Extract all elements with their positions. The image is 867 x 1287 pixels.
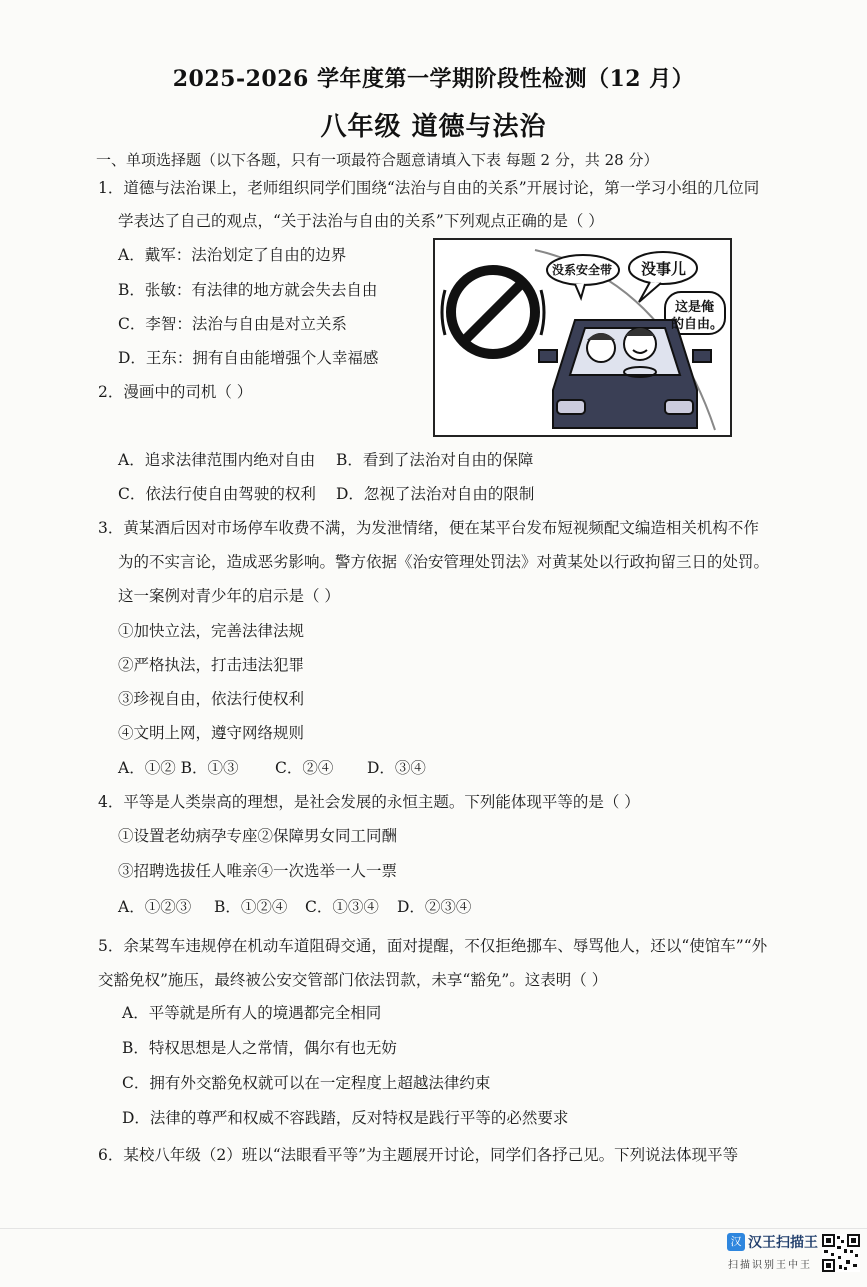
q5-option-b: B．特权思想是人之常情，偶尔有也无妨 bbox=[122, 1039, 397, 1057]
q5-stem-line2: 交豁免权”施压，最终被公安交管部门依法罚款，未享“豁免”。这表明（ ） bbox=[98, 971, 608, 989]
exam-subtitle: 八年级 道德与法治 bbox=[320, 112, 547, 142]
bubble-left-text: 没系安全带 bbox=[552, 263, 613, 277]
q4-option-d: D．②③④ bbox=[397, 898, 472, 916]
q2-stem: 2．漫画中的司机（ ） bbox=[98, 383, 253, 401]
q5-option-c: C．拥有外交豁免权就可以在一定程度上超越法律约束 bbox=[122, 1074, 491, 1092]
exam-title: 2025-2026 学年度第一学期阶段性检测（12 月） bbox=[172, 66, 695, 92]
q3-stem-line2: 为的不实言论，造成恶劣影响。警方依据《治安管理处罚法》对黄某处以行政拘留三日的处罚。 bbox=[118, 553, 770, 571]
q6-stem-line1: 6．某校八年级（2）班以“法眼看平等”为主题展开讨论，同学们各抒己见。下列说法体现平等 bbox=[98, 1146, 739, 1164]
q4-stem: 4．平等是人类崇高的理想，是社会发展的永恒主题。下列能体现平等的是（ ） bbox=[98, 793, 640, 811]
q2-option-c: C．依法行使自由驾驶的权利 bbox=[118, 485, 316, 503]
q2-option-a: A．追求法律范围内绝对自由 bbox=[118, 451, 316, 469]
footer-divider bbox=[0, 1228, 867, 1229]
q5-option-a: A．平等就是所有人的境遇都完全相同 bbox=[122, 1004, 382, 1022]
bubble-right2-line2: 的自由。 bbox=[671, 317, 724, 332]
q4-items-line2: ③招聘选拔任人唯亲④一次选举一人一票 bbox=[118, 862, 398, 880]
q3-stem-line1: 3．黄某酒后因对市场停车收费不满，为发泄情绪，便在某平台发布短视频配文编造相关机构不作 bbox=[98, 519, 759, 537]
q3-item-1: ①加快立法，完善法律法规 bbox=[118, 622, 305, 640]
q1-option-a: A．戴军：法治划定了自由的边界 bbox=[118, 246, 347, 264]
scanner-logo-icon: 汉 bbox=[727, 1233, 745, 1251]
qr-code-icon bbox=[822, 1234, 860, 1272]
q3-option-c: C．②④ bbox=[275, 759, 334, 777]
q1-option-d: D．王东：拥有自由能增强个人幸福感 bbox=[118, 349, 379, 367]
scanner-slogan: 扫描识别王中王 bbox=[728, 1260, 812, 1271]
q2-option-b: B．看到了法治对自由的保障 bbox=[336, 451, 534, 469]
q3-item-4: ④文明上网，遵守网络规则 bbox=[118, 724, 305, 742]
cartoon-illustration bbox=[433, 238, 732, 437]
q3-option-ab: A．①② B．①③ bbox=[118, 759, 239, 777]
q5-option-d: D．法律的尊严和权威不容践踏，反对特权是践行平等的必然要求 bbox=[122, 1109, 569, 1127]
q4-items-line1: ①设置老幼病孕专座②保障男女同工同酬 bbox=[118, 827, 398, 845]
q3-item-3: ③珍视自由，依法行使权利 bbox=[118, 690, 305, 708]
q3-stem-line3: 这一案例对青少年的启示是（ ） bbox=[118, 587, 340, 605]
bubble-right2-line1: 这是俺 bbox=[675, 300, 715, 315]
q4-option-b: B．①②④ bbox=[214, 898, 288, 916]
scanner-brand-name: 汉王扫描王 bbox=[748, 1235, 818, 1251]
q1-option-c: C．李智：法治与自由是对立关系 bbox=[118, 315, 347, 333]
q3-option-d: D．③④ bbox=[367, 759, 426, 777]
q5-stem-line1: 5．余某驾车违规停在机动车道阻碍交通，面对提醒，不仅拒绝挪车、辱骂他人，还以“使馆车”“外 bbox=[98, 937, 768, 955]
q4-option-c: C．①③④ bbox=[305, 898, 379, 916]
q1-option-b: B．张敏：有法律的地方就会失去自由 bbox=[118, 281, 378, 299]
q1-stem-line2: 学表达了自己的观点，“关于法治与自由的关系”下列观点正确的是（ ） bbox=[118, 212, 604, 230]
section-heading: 一、单项选择题（以下各题，只有一项最符合题意请填入下表 每题 2 分，共 28 分） bbox=[96, 151, 659, 169]
q2-option-d: D．忽视了法治对自由的限制 bbox=[336, 485, 535, 503]
bubble-right-text: 没事儿 bbox=[641, 260, 687, 278]
q3-item-2: ②严格执法，打击违法犯罪 bbox=[118, 656, 305, 674]
q4-option-a: A．①②③ bbox=[118, 898, 192, 916]
q1-stem-line1: 1．道德与法治课上，老师组织同学们围绕“法治与自由的关系”开展讨论，第一学习小组的几位同 bbox=[98, 179, 760, 197]
